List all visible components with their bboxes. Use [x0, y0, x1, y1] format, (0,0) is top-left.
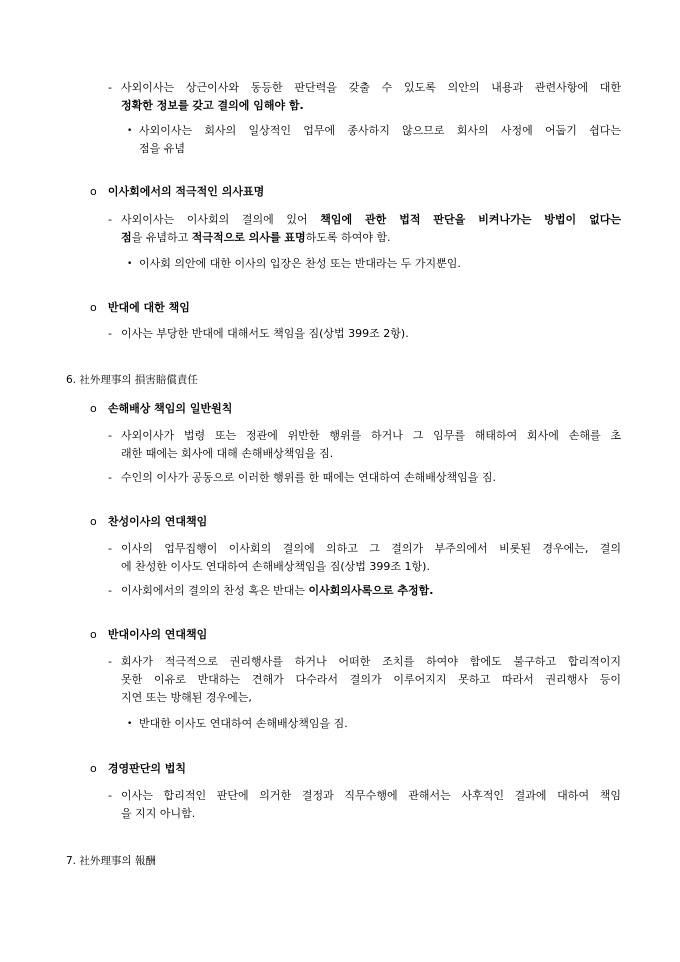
- heading-text: 손해배상 책임의 일반원칙: [107, 402, 233, 415]
- text-line: 래한 때에는 회사에 대해 손해배상책임을 짐.: [121, 447, 334, 460]
- text-line: 에 찬성한 이사도 연대하여 손해배상책임을 짐(상법 399조 1항).: [121, 560, 430, 573]
- text-line: 이사회 의안에 대한 이사의 입장은 찬성 또는 반대라는 두 가지뿐임.: [139, 257, 461, 270]
- heading-active-expression: [90, 183, 264, 201]
- text-line-bold: 정확한 정보를 갖고 결의에 임해야 함.: [121, 99, 304, 112]
- paragraph-damage-liability: [108, 427, 621, 463]
- paragraph-unjust-opposition: [108, 325, 621, 343]
- text-line: 점을 유념: [139, 142, 186, 155]
- text-line: 사외이사는 상근이사와 동등한 판단력을 갖출 수 있도록 의안의 내용과 관련사항에 대한: [121, 81, 621, 94]
- paragraph-obstructed-rights: [108, 653, 621, 707]
- text-line: 사외이사가 법령 또는 정관에 위반한 행위를 하거나 그 임무를 해태하여 회사에 손해를 초: [121, 429, 621, 442]
- heading-text: 반대에 대한 책임: [107, 301, 190, 314]
- heading-business-judgment: [90, 760, 186, 778]
- paragraph-legal-judgment: [108, 211, 621, 247]
- dash-marker: -: [108, 471, 112, 484]
- bullet-icon: •: [127, 259, 133, 269]
- text-line: 이사는 합리적인 판단에 의거한 결정과 직무수행에 관해서는 사후적인 결과에 대하여 책임: [121, 789, 621, 802]
- text-run: 을 유념하고: [131, 231, 192, 244]
- paragraph-careless-resolution: [108, 540, 621, 576]
- paragraph-minutes-presumption: [108, 582, 621, 600]
- paragraph-joint-liability: [108, 469, 621, 487]
- paragraph-reasonable-judgment: [108, 787, 621, 823]
- text-line: 사외이사는 회사의 일상적인 업무에 종사하지 않으므로 회사의 사정에 어둡기 쉽다는: [139, 124, 621, 137]
- heading-opposed-directors: [90, 626, 207, 644]
- section-title-7: 7. 社外理事의 報酬: [66, 855, 156, 867]
- sub-bullet-daily-work: [127, 122, 621, 158]
- dash-marker: -: [108, 81, 112, 94]
- text-run-bold: 적극적으로 의사를 표명: [191, 231, 306, 244]
- text-line: 회사가 적극적으로 권리행사를 하거나 어떠한 조치를 하여야 함에도 불구하고 합리적이지: [121, 655, 621, 668]
- section-title-6: 6. 社外理事의 損害賠償責任: [66, 374, 198, 386]
- heading-approving-directors: [90, 513, 207, 531]
- heading-text: 찬성이사의 연대책임: [107, 515, 208, 528]
- text-line: 이사의 업무집행이 이사회의 결의에 의하고 그 결의가 부주의에서 비롯된 경우에는, 결의: [121, 542, 621, 555]
- bullet-icon: •: [127, 126, 133, 136]
- circle-marker: o: [90, 402, 97, 415]
- text-line: 수인의 이사가 공동으로 이러한 행위를 한 때에는 연대하여 손해배상책임을 짐.: [121, 471, 496, 484]
- dash-marker: -: [108, 542, 112, 555]
- circle-marker: o: [90, 301, 97, 314]
- circle-marker: o: [90, 515, 97, 528]
- dash-marker: -: [108, 429, 112, 442]
- paragraph-info-duty: [108, 79, 621, 115]
- dash-marker: -: [108, 213, 112, 226]
- circle-marker: o: [90, 762, 97, 775]
- dash-marker: -: [108, 655, 112, 668]
- dash-marker: -: [108, 789, 112, 802]
- text-run-bold: 책임에 관한 법적 판단을 비켜나가는 방법이 없다는: [320, 213, 621, 226]
- dash-marker: -: [108, 327, 112, 340]
- text-line: 못한 이유로 반대하는 견해가 다수라서 결의가 이루어지지 못하고 따라서 권리행사 등이: [121, 673, 621, 686]
- sub-bullet-two-positions: [127, 255, 621, 273]
- text-run: 사외이사는 이사회의 결의에 있어: [121, 213, 321, 226]
- sub-bullet-opposed-joint: [127, 715, 621, 733]
- circle-marker: o: [90, 628, 97, 641]
- bullet-icon: •: [127, 719, 133, 729]
- heading-general-principle: [90, 400, 232, 418]
- dash-marker: -: [108, 584, 112, 597]
- text-line: 이사는 부당한 반대에 대해서도 책임을 짐(상법 399조 2항).: [121, 327, 409, 340]
- heading-text: 이사회에서의 적극적인 의사표명: [107, 185, 265, 198]
- text-run: 하도록 하여야 함.: [305, 231, 391, 244]
- circle-marker: o: [90, 185, 97, 198]
- heading-opposition-liability: [90, 299, 190, 317]
- text-line: 지연 또는 방해된 경우에는,: [121, 691, 252, 704]
- text-line: 반대한 이사도 연대하여 손해배상책임을 짐.: [139, 717, 348, 730]
- heading-text: 반대이사의 연대책임: [107, 628, 208, 641]
- heading-text: 경영판단의 법칙: [107, 762, 187, 775]
- text-run: 이사회에서의 결의의 찬성 혹은 반대는: [121, 584, 309, 597]
- text-line: 을 지지 아니함.: [121, 807, 196, 820]
- text-run-bold: 이사회의사록으로 추정함.: [308, 584, 434, 597]
- text-run-bold: 점: [121, 231, 132, 244]
